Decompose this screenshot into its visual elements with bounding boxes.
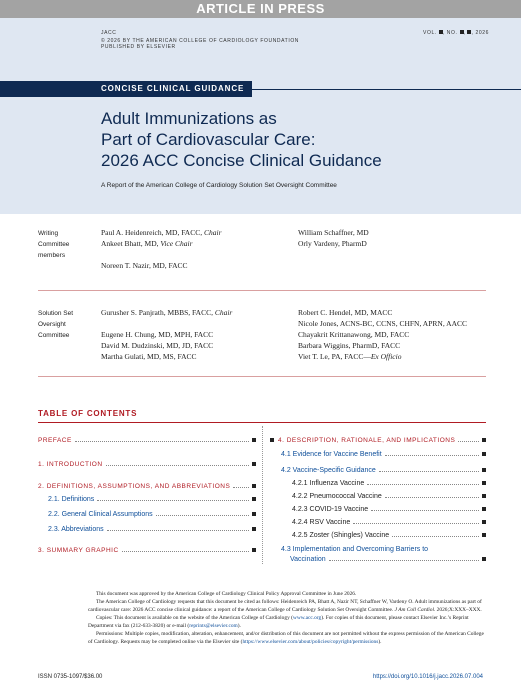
section-band-rule xyxy=(252,89,521,90)
committee-member: Martha Gulati, MD, MS, FACC xyxy=(101,352,197,361)
author-name: William Schaffner, MD xyxy=(298,228,369,237)
section-divider xyxy=(38,376,486,377)
committee-member: Chayakrit Krittanawong, MD, FACC xyxy=(298,330,410,339)
toc-entry-summary-graphic[interactable]: 3. SUMMARY GRAPHIC xyxy=(38,544,256,554)
toc-entry-covid[interactable]: 4.2.3 COVID-19 Vaccine xyxy=(292,503,486,513)
copies-note: Copies: This document is available on the website of the American College of Cardiology (www.acc.org). For copies of this document, please contact Elsevier Inc.’s Reprint Department via fax (212-633-3820) or e-mail (reprints@elsevier.com). xyxy=(88,615,469,629)
approval-note: This document was approved by the American College of Cardiology Clinical Policy Approval Committee in June 2026. xyxy=(96,591,357,597)
author-name: Orly Vardeny, PharmD xyxy=(298,239,367,248)
toc-entry-introduction[interactable]: 1. INTRODUCTION xyxy=(38,458,256,468)
toc-entry-clinical-assumptions[interactable]: 2.2. General Clinical Assumptions xyxy=(48,508,256,518)
author-name: Paul A. Heidenreich, MD, FACC, Chair xyxy=(101,228,222,237)
toc-entry-evidence[interactable]: 4.1 Evidence for Vaccine Benefit xyxy=(281,448,486,458)
permissions-note: Permissions: Multiple copies, modification, alteration, enhancement, and/or distribution of this document are not permitted without the express permission of the American College of Cardiology. Requests may be completed online via the Elsevier site (https://www.elsevier.com/about/policies/copyright/permissions). xyxy=(88,631,484,645)
doi-link[interactable]: https://doi.org/10.1016/j.jacc.2026.07.004 xyxy=(372,674,483,680)
toc-entry-influenza[interactable]: 4.2.1 Influenza Vaccine xyxy=(292,477,486,487)
toc-entry-pneumococcal[interactable]: 4.2.2 Pneumococcal Vaccine xyxy=(292,490,486,500)
article-in-press-banner: ARTICLE IN PRESS xyxy=(0,0,521,18)
committee-member: Gurusher S. Panjrath, MBBS, FACC, Chair xyxy=(101,308,233,317)
toc-entry-definitions-section[interactable]: 2. DEFINITIONS, ASSUMPTIONS, AND ABBREVIATIONS xyxy=(38,480,256,490)
committee-member: Barbara Wiggins, PharmD, FACC xyxy=(298,341,401,350)
toc-entry-definitions[interactable]: 2.1. Definitions xyxy=(48,493,256,503)
toc-entry-implementation-cont[interactable]: Vaccination xyxy=(290,553,486,563)
committee-member: Viet T. Le, PA, FACC—Ex Officio xyxy=(298,352,402,361)
publisher-line: PUBLISHED BY ELSEVIER xyxy=(101,44,176,50)
toc-entry-abbreviations[interactable]: 2.3. Abbreviations xyxy=(48,523,256,533)
article-subtitle: A Report of the American College of Cardiology Solution Set Oversight Committee xyxy=(101,182,337,189)
issn-line: ISSN 0735-1097/$36.00 xyxy=(38,674,103,680)
writing-committee-label: Writing Committee members xyxy=(38,230,70,259)
article-title: Adult Immunizations as Part of Cardiovascular Care: 2026 ACC Concise Clinical Guidance xyxy=(101,109,382,170)
committee-member: Nicole Jones, ACNS-BC, CCNS, CHFN, APRN, AACC xyxy=(298,319,467,328)
toc-entry-rsv[interactable]: 4.2.4 RSV Vaccine xyxy=(292,516,486,526)
copyright-line: © 2026 BY THE AMERICAN COLLEGE OF CARDIOLOGY FOUNDATION xyxy=(101,38,300,44)
volume-info: VOL. , NO. , , 2026 xyxy=(423,30,489,36)
toc-entry-vaccine-guidance[interactable]: 4.2 Vaccine-Specific Guidance xyxy=(281,464,486,474)
committee-member: David M. Dudzinski, MD, JD, FACC xyxy=(101,341,214,350)
committee-member: Eugene H. Chung, MD, MPH, FACC xyxy=(101,330,214,339)
author-name: Noreen T. Nazir, MD, FACC xyxy=(101,261,188,270)
journal-name: JACC xyxy=(101,30,117,36)
article-header xyxy=(0,18,521,214)
author-name: Ankeet Bhatt, MD, Vice Chair xyxy=(101,239,193,248)
toc-rule xyxy=(38,422,486,423)
toc-column-divider xyxy=(262,426,263,564)
toc-entry-zoster[interactable]: 4.2.5 Zoster (Shingles) Vaccine xyxy=(292,529,486,539)
reprints-email-link[interactable]: reprints@elsevier.com xyxy=(189,623,238,629)
section-divider xyxy=(38,290,486,291)
citation-note: The American College of Cardiology requests that this document be cited as follows: Heidenreich PA, Bhatt A, Nazir NT, Schaffner W, Vardeny O. Adult immunizations as part of cardiovascular care: 2026 ACC concise clinical guidance: a report of the American College of Cardiology Solution Set Oversight Committee. J Am Coll Cardiol. 2026;X:XXX–XXX. xyxy=(88,599,482,613)
toc-entry-implementation[interactable]: 4.3 Implementation and Overcoming Barriers to xyxy=(281,546,429,553)
toc-heading: TABLE OF CONTENTS xyxy=(38,409,138,418)
toc-entry-description[interactable]: 4. DESCRIPTION, RATIONALE, AND IMPLICATIONS xyxy=(270,434,486,444)
permissions-link[interactable]: https://www.elsevier.com/about/policies/copyright/permissions xyxy=(242,639,379,645)
section-band: CONCISE CLINICAL GUIDANCE xyxy=(0,81,252,97)
footnotes xyxy=(88,590,488,646)
acc-website-link[interactable]: www.acc.org xyxy=(292,615,322,621)
committee-member: Robert C. Hendel, MD, MACC xyxy=(298,308,393,317)
toc-entry-preface[interactable]: PREFACE xyxy=(38,434,256,444)
oversight-committee-label: Solution Set Oversight Committee xyxy=(38,310,74,339)
